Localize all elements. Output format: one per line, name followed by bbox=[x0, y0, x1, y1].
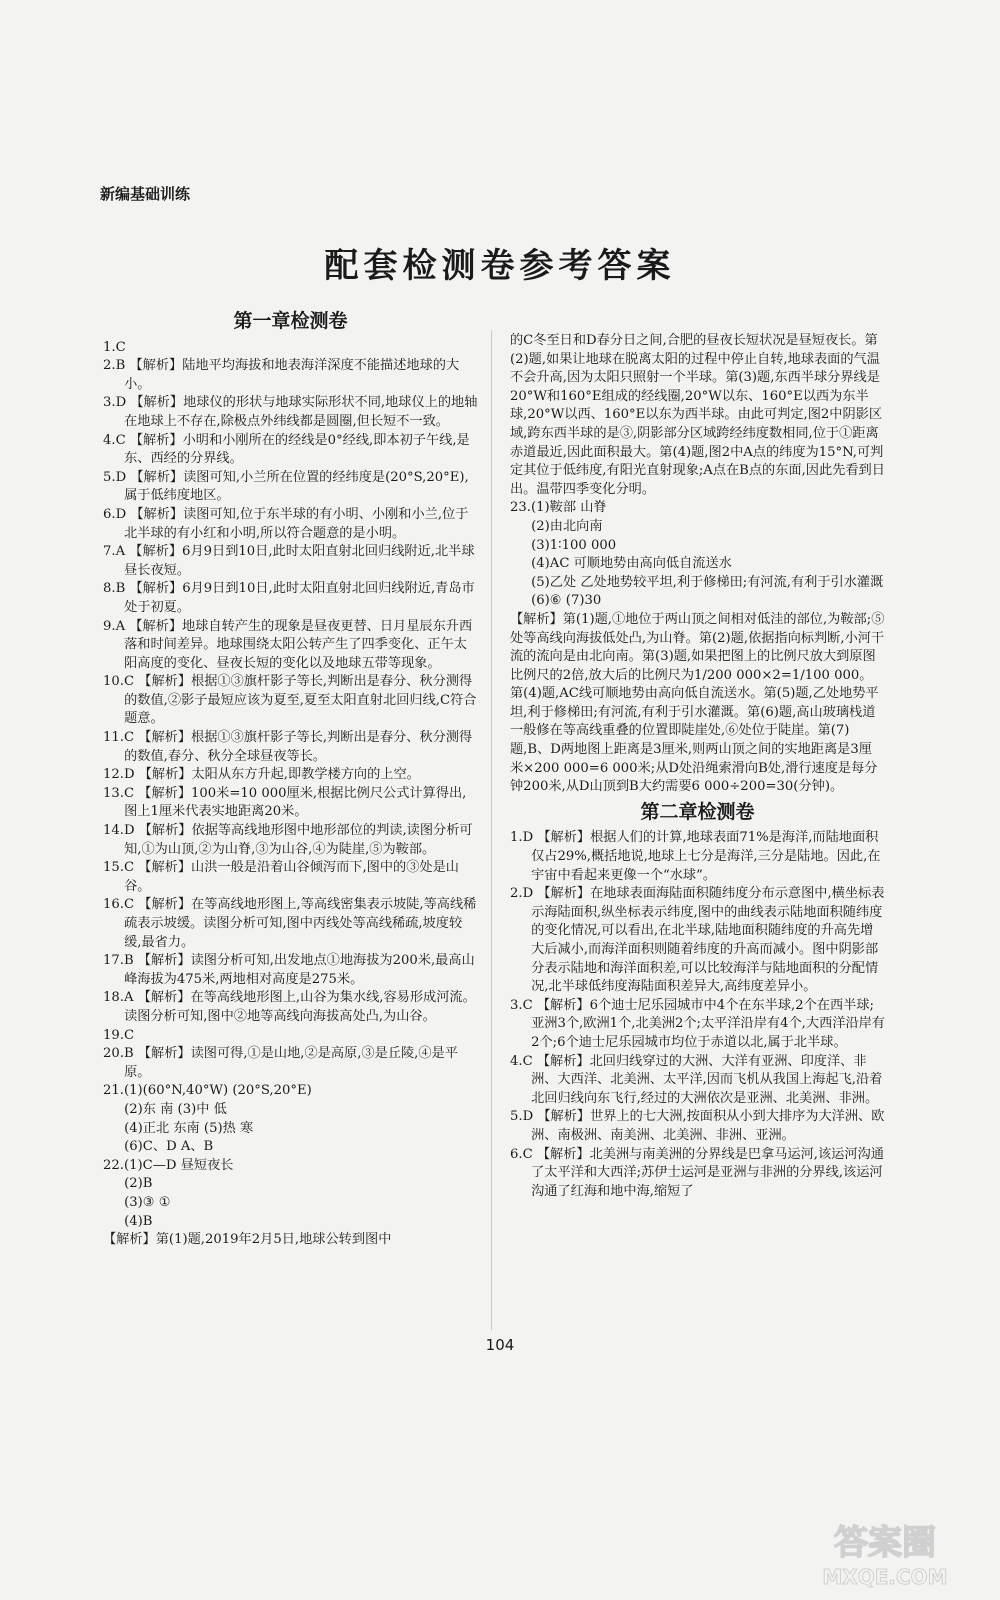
answer-item: 3.C 【解析】6个迪士尼乐园城市中4个在东半球,2个在西半球;亚洲3个,欧洲1个,北美洲2个;太平洋沿岸有4个,大西洋沿岸有2个;6个迪士尼乐园城市均位于赤道以北,属于北半球。 bbox=[510, 997, 885, 1050]
answer-item: (6)⑥ (7)30 bbox=[531, 593, 602, 609]
answer-item: 5.D 【解析】世界上的七大洲,按面积从小到大排序为大洋洲、欧洲、南极洲、南美洲、北美洲、非洲、亚洲。 bbox=[510, 1109, 885, 1143]
answer-item: 2.D 【解析】在地球表面海陆面积随纬度分布示意图中,横坐标表示海陆面积,纵坐标表示纬度,图中的曲线表示陆地面积随纬度的变化情况,可以看出,在北半球,陆地面积随纬度的升高先增大后减小,而海洋面积则随着纬度的升高而减小。图中阴影部分表示陆地和海洋面积差,可以比较海洋与陆地面积的分配情况,北半球低纬度海陆面积差异大,高纬度差异小。 bbox=[510, 886, 885, 995]
answer-item: 11.C 【解析】根据①③旗杆影子等长,判断出是春分、秋分测得的数值,春分、秋分全球昼夜等长。 bbox=[103, 730, 473, 764]
answer-item: 5.D 【解析】读图可知,小兰所在位置的经纬度是(20°S,20°E),属于低纬度地区。 bbox=[103, 469, 469, 504]
answer-item: 2.B 【解析】陆地平均海拔和地表海洋深度不能描述地球的大小。 bbox=[103, 358, 460, 392]
answer-item: 18.A 【解析】在等高线地形图上,山谷为集水线,容易形成河流。读图分析可知,图中②地等高线向海拔高处凸,为山谷。 bbox=[103, 990, 476, 1024]
answer-item: 1.D 【解析】根据人们的计算,地球表面71%是海洋,而陆地面积仅占29%,概括地说,地球上七分是海洋,三分是陆地。因此,在宇宙中看起来更像一个“水球”。 bbox=[510, 830, 881, 883]
answer-item: 20.B 【解析】读图可得,①是山地,②是高原,③是丘陵,④是平原。 bbox=[103, 1046, 458, 1080]
answer-item: 【解析】第(1)题,2019年2月5日,地球公转到图中 bbox=[103, 1232, 392, 1248]
answer-item: (4)AC 可顺地势由高向低自流送水 bbox=[531, 556, 732, 572]
answer-item: 14.D 【解析】依据等高线地形图中地形部位的判读,读图分析可知,①为山顶,②为山脊,③为山谷,④为陡崖,⑤为鞍部。 bbox=[103, 823, 473, 857]
page-title: 配套检测卷参考答案 bbox=[324, 246, 676, 286]
answer-item: (2)B bbox=[124, 1176, 153, 1192]
answer-item: (4)B bbox=[124, 1213, 153, 1229]
answer-item: 13.C 【解析】100米=10 000厘米,根据比例尺公式计算得出,图上1厘米代表实地距离20米。 bbox=[103, 785, 467, 820]
answer-item: 8.B 【解析】6月9日到10日,此时太阳直射北回归线附近,青岛市处于初夏。 bbox=[103, 581, 475, 615]
answer-item: (3)1∶100 000 bbox=[531, 537, 617, 553]
watermark-logo bbox=[805, 1512, 965, 1592]
answer-item: 4.C 【解析】小明和小刚所在的经线是0°经线,即本初子午线,是东、西经的分界线。 bbox=[103, 432, 470, 467]
answer-item: 21.(1)(60°N,40°W) (20°S,20°E) bbox=[103, 1083, 312, 1099]
answer-item: 22.(1)C—D 昼短夜长 bbox=[103, 1157, 234, 1173]
answer-item: 15.C 【解析】山洪一般是沿着山谷倾泻而下,图中的③处是山谷。 bbox=[103, 860, 459, 894]
answer-item: 1.C bbox=[103, 339, 126, 355]
chapter1-continued-list bbox=[510, 332, 885, 797]
watermark-text-url: MXQE.COM bbox=[822, 1565, 948, 1589]
answer-item: 16.C 【解析】在等高线地形图上,等高线密集表示坡陡,等高线稀疏表示坡缓。读图分析可知,图中丙线处等高线稀疏,坡度较缓,最省力。 bbox=[103, 897, 477, 950]
answer-item: 【解析】第(1)题,①地位于两山顶之间相对低洼的部位,为鞍部;⑤处等高线向海拔低处凸,为山脊。第(2)题,依据指向标判断,小河干流的流向是由北向南。第(3)题,如果把图上的比例尺放大到原图比例尺的2倍,放大后的比例尺为1/200 000×2=1/100 000。第(4)题,AC线可顺地势由高向低自流送水。第(5)题,乙处地势平坦,利于修梯田;有河流,有利于引水灌溉。第(6)题,高山玻璃栈道一般修在等高线重叠的位置即陡崖处,⑥处位于陡崖。第(7)题,B、D两地图上距离是3厘米,则两山顶之间的实地距离是3厘米×200 000=6 000米;从D处沿绳索滑向B处,滑行速度是每分钟200米,从D山顶到B大约需要6 000÷200=30(分钟)。 bbox=[510, 611, 885, 795]
answer-item: (2)由北向南 bbox=[531, 518, 603, 534]
answer-item: (3)③ ① bbox=[124, 1194, 171, 1210]
right-column bbox=[510, 332, 885, 1201]
answer-item: 6.C 【解析】北美洲与南美洲的分界线是巴拿马运河,该运河沟通了太平洋和大西洋;苏伊士运河是亚洲与非洲的分界线,该运河沟通了红海和地中海,缩短了 bbox=[510, 1146, 884, 1199]
answer-item: (5)乙处 乙处地势较平坦,利于修梯田;有河流,有利于引水灌溉 bbox=[531, 574, 884, 590]
chapter1-title: 第一章检测卷 bbox=[233, 310, 348, 332]
answer-item: (6)C、D A、B bbox=[124, 1139, 214, 1155]
answer-item: 12.D 【解析】太阳从东方升起,即教学楼方向的上空。 bbox=[103, 767, 420, 783]
column-divider bbox=[491, 330, 492, 1330]
watermark-text-cn: 答案圈 bbox=[834, 1523, 936, 1563]
answer-item: 17.B 【解析】读图分析可知,出发地点①地海拔为200米,最高山峰海拔为475米,两地相对高度是275米。 bbox=[103, 953, 475, 987]
answer-item: 9.A 【解析】地球自转产生的现象是昼夜更替、日月星辰东升西落和时间差异。地球围绕太阳公转产生了四季变化、正午太阳高度的变化、昼夜长短的变化以及地球五带等现象。 bbox=[103, 618, 473, 671]
left-column bbox=[103, 310, 478, 1250]
answer-item: 的C冬至日和D春分日之间,合肥的昼夜长短状况是昼短夜长。第(2)题,如果让地球在脱离太阳的过程中停止自转,地球表面的气温不会升高,因为太阳只照射一个半球。第(3)题,东西半球分界线是20°W和160°E组成的经线圈,20°W以东、160°E以西为东半球,20°W以西、160°E以东为西半球。由此可判定,图2中阴影区域,跨东西半球的是③,阴影部分区域跨经纬度数相同,位于①距离赤道最近,因此面积最大。第(4)题,图2中A点的纬度为15°N,可判定其位于低纬度,有阳光直射现象;A点在B点的东面,因此先看到日出。温带四季变化分明。 bbox=[510, 333, 885, 497]
chapter1-answer-list bbox=[103, 339, 478, 1250]
answer-item: 6.D 【解析】读图可知,位于东半球的有小明、小刚和小兰,位于北半球的有小红和小明,所以符合题意的是小明。 bbox=[103, 506, 469, 541]
answer-item: 4.C 【解析】北回归线穿过的大洲、大洋有亚洲、印度洋、非洲、大西洋、北美洲、太平洋,因而飞机从我国上海起飞,沿着北回归线向东飞行,经过的大洲依次是亚洲、北美洲、非洲。 bbox=[510, 1053, 883, 1106]
answer-item: 23.(1)鞍部 山脊 bbox=[510, 500, 607, 516]
page-number: 104 bbox=[485, 1336, 515, 1354]
answer-item: (2)东 南 (3)中 低 bbox=[124, 1101, 227, 1117]
series-header: 新编基础训练 bbox=[100, 185, 191, 203]
chapter2-answer-list bbox=[510, 829, 885, 1201]
answer-item: (4)正北 东南 (5)热 寒 bbox=[124, 1120, 254, 1136]
answer-item: 7.A 【解析】6月9日到10日,此时太阳直射北回归线附近,北半球昼长夜短。 bbox=[103, 544, 475, 578]
answer-item: 19.C bbox=[103, 1027, 135, 1043]
answer-item: 3.D 【解析】地球仪的形状与地球实际形状不同,地球仪上的地轴在地球上不存在,除极点外纬线都是圆圈,但长短不一致。 bbox=[103, 395, 478, 429]
answer-item: 10.C 【解析】根据①③旗杆影子等长,判断出是春分、秋分测得的数值,②影子最短应该为夏至,夏至太阳直射北回归线,C符合题意。 bbox=[103, 674, 477, 727]
chapter2-title: 第二章检测卷 bbox=[640, 800, 755, 823]
